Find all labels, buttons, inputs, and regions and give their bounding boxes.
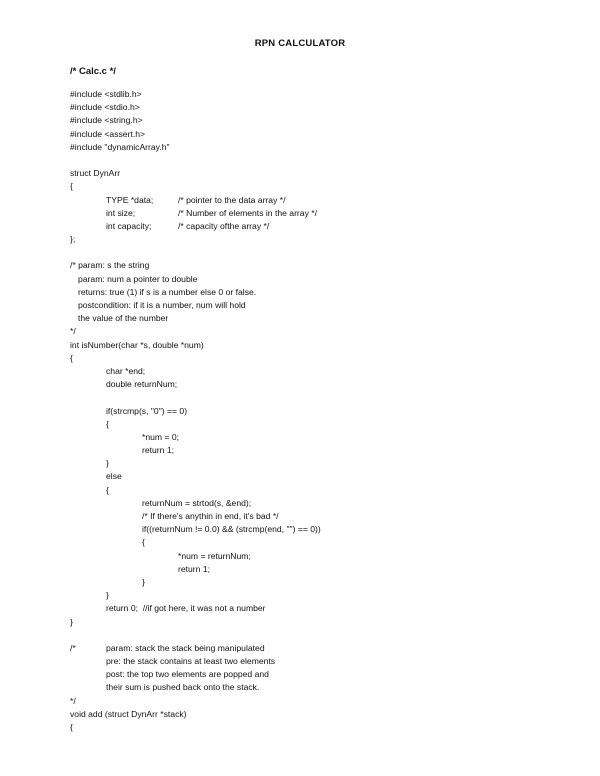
code-line: *num = 0; bbox=[142, 431, 180, 442]
struct-field bbox=[70, 220, 570, 233]
comment-line bbox=[70, 642, 570, 655]
comment-text: param: stack the stack being manipulated bbox=[106, 642, 265, 653]
code-line: return 1; bbox=[178, 563, 211, 574]
include-line: #include <stdio.h> bbox=[70, 102, 140, 113]
comment-line: postcondition: if it is a number, num will hold bbox=[78, 300, 246, 310]
struct-header: struct DynArr bbox=[70, 168, 121, 179]
code-line: } bbox=[106, 590, 109, 601]
struct-open-brace: { bbox=[70, 181, 73, 192]
field-comment: /* Number of elements in the array */ bbox=[178, 207, 317, 218]
comment-line: */ bbox=[70, 695, 76, 706]
code-line: { bbox=[70, 722, 73, 732]
code-listing bbox=[70, 88, 570, 734]
code-line: { bbox=[106, 484, 109, 495]
comment-line: post: the top two elements are popped and bbox=[106, 669, 269, 680]
comment-line: param: num a pointer to double bbox=[78, 273, 198, 284]
comment-marker: /* bbox=[70, 642, 76, 653]
code-line: *num = returnNum; bbox=[178, 550, 251, 561]
struct-field bbox=[70, 194, 570, 207]
include-line: #include <assert.h> bbox=[70, 128, 146, 139]
document-title: RPN CALCULATOR bbox=[254, 38, 346, 49]
field-decl: TYPE *data; bbox=[106, 194, 154, 205]
function-signature: int isNumber(char *s, double *num) bbox=[70, 339, 204, 350]
code-line: else bbox=[106, 471, 122, 482]
struct-close-brace: }; bbox=[70, 234, 76, 245]
comment-line: */ bbox=[70, 326, 76, 337]
comment-line: pre: the stack contains at least two elements bbox=[106, 656, 276, 667]
code-line: } bbox=[70, 616, 73, 627]
field-decl: int size; bbox=[106, 207, 136, 218]
include-line: #include <string.h> bbox=[70, 115, 143, 126]
function-signature: void add (struct DynArr *stack) bbox=[70, 708, 187, 719]
include-line: #include "dynamicArray.h" bbox=[70, 141, 170, 152]
code-line: { bbox=[106, 418, 109, 429]
include-line: #include <stdlib.h> bbox=[70, 89, 142, 99]
code-line: { bbox=[70, 352, 73, 363]
code-line: double returnNum; bbox=[106, 379, 178, 390]
code-line: /* If there's anythin in end, it's bad */ bbox=[142, 511, 279, 521]
code-line: { bbox=[142, 537, 145, 548]
code-line: returnNum = strtod(s, &end); bbox=[142, 497, 252, 508]
code-line: return 1; bbox=[142, 445, 175, 456]
field-decl: int capacity; bbox=[106, 220, 152, 231]
file-comment: /* Calc.c */ bbox=[70, 66, 116, 77]
field-comment: /* capacity ofthe array */ bbox=[178, 220, 270, 231]
comment-line: /* param: s the string bbox=[70, 260, 150, 271]
code-line: if(strcmp(s, "0") == 0) bbox=[106, 405, 188, 416]
comment-line: the value of the number bbox=[78, 313, 169, 324]
code-line: if((returnNum != 0.0) && (strcmp(end, "") == 0)) bbox=[142, 524, 321, 535]
struct-field bbox=[70, 207, 570, 220]
field-comment: /* pointer to the data array */ bbox=[178, 194, 286, 205]
code-line: } bbox=[142, 576, 145, 587]
comment-line: their sum is pushed back onto the stack. bbox=[106, 682, 260, 693]
comment-line: returns: true (1) if s is a number else 0 or false. bbox=[78, 286, 257, 297]
code-line: return 0; //if got here, it was not a number bbox=[106, 603, 266, 614]
code-line: } bbox=[106, 458, 109, 469]
code-line: char *end; bbox=[106, 365, 146, 376]
